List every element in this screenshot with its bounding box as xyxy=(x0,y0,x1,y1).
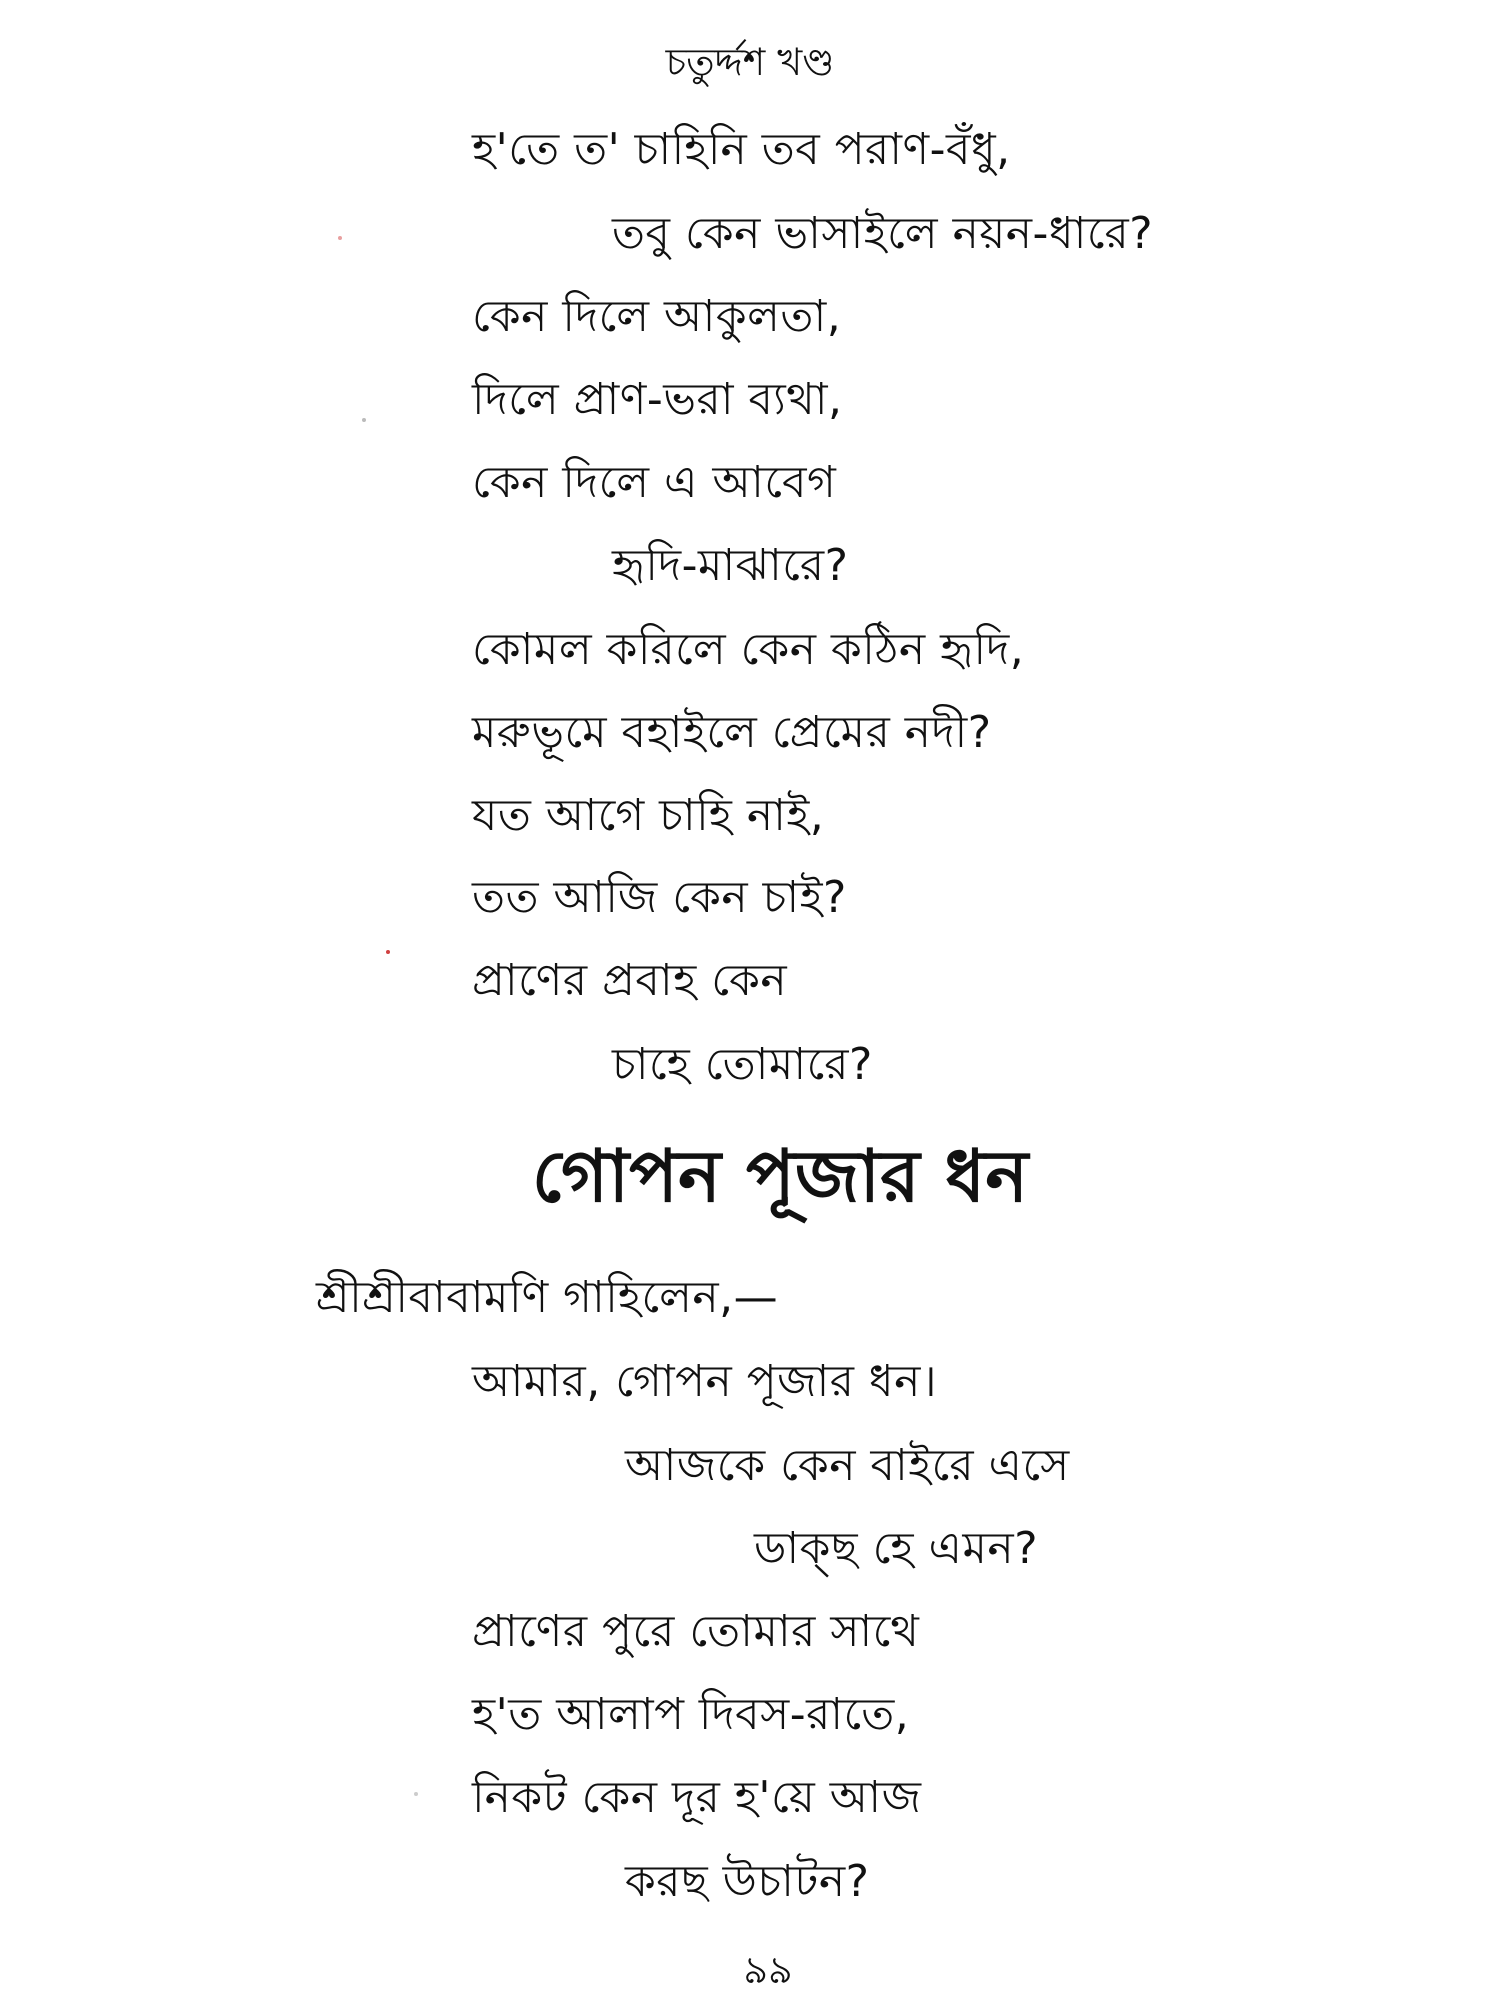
page-number: ৯৯ xyxy=(743,1948,793,1992)
verse-line: করছ উচাটন? xyxy=(625,1856,870,1907)
verse-line: আমার, গোপন পূজার ধন। xyxy=(472,1356,938,1407)
print-speck xyxy=(386,950,390,954)
print-speck xyxy=(414,1792,418,1796)
verse-line: নিকট কেন দূর হ'য়ে আজ xyxy=(472,1772,922,1823)
verse-line: প্রাণের পুরে তোমার সাথে xyxy=(472,1606,920,1657)
running-header: চতুর্দ্দশ খণ্ড xyxy=(665,40,835,84)
print-speck xyxy=(362,418,366,422)
verse-line: তত আজি কেন চাই? xyxy=(472,872,847,923)
verse-line: প্রাণের প্রবাহ কেন xyxy=(472,955,788,1006)
section-title: গোপন পূজার ধন xyxy=(531,1134,1029,1218)
verse-line: চাহে তোমারে? xyxy=(612,1039,873,1090)
verse-line: দিলে প্রাণ-ভরা ব্যথা, xyxy=(472,374,843,425)
verse-line: মরুভূমে বহাইলে প্রেমের নদী? xyxy=(472,707,992,758)
verse-line: হ'ত আলাপ দিবস-রাতে, xyxy=(472,1689,910,1740)
verse-line: কোমল করিলে কেন কঠিন হৃদি, xyxy=(472,624,1025,675)
verse-line: কেন দিলে এ আবেগ xyxy=(472,457,837,508)
verse-line: তবু কেন ভাসাইলে নয়ন-ধারে? xyxy=(612,208,1154,259)
verse-line: ডাক্‌ছ হে এমন? xyxy=(754,1523,1039,1574)
verse-line: কেন দিলে আকুলতা, xyxy=(472,291,842,342)
verse-line: আজকে কেন বাইরে এসে xyxy=(625,1440,1070,1491)
verse-line: হ'তে ত' চাহিনি তব পরাণ-বঁধু, xyxy=(472,124,1011,175)
intro-line: শ্রীশ্রীবাবামণি গাহিলেন,— xyxy=(316,1272,779,1323)
verse-line: যত আগে চাহি নাই, xyxy=(472,790,825,841)
print-speck xyxy=(338,236,342,240)
verse-line: হৃদি-মাঝারে? xyxy=(612,540,849,591)
